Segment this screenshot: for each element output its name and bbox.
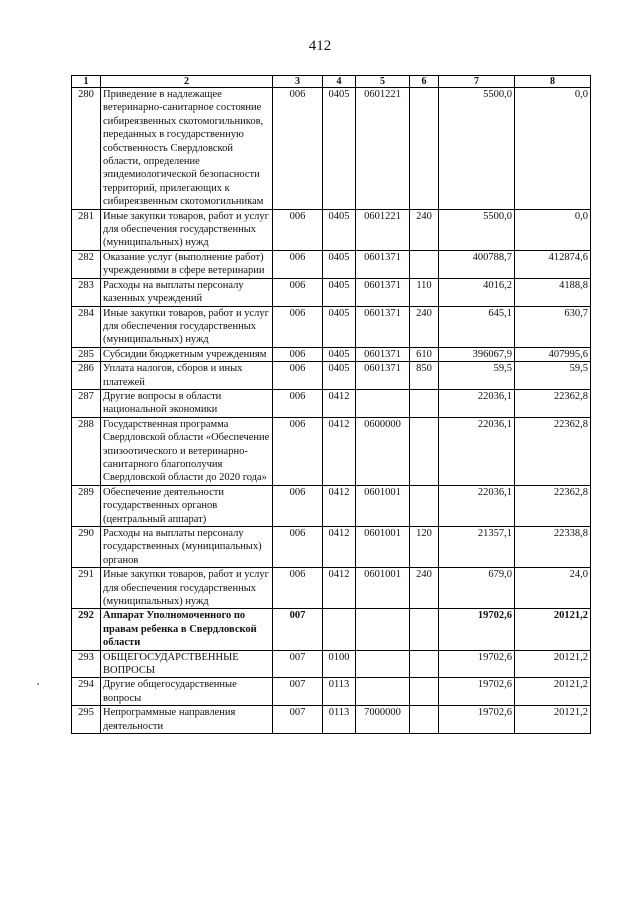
expense-name: Оказание услуг (выполнение работ) учреждениями в сфере ветеринарии [101,250,273,278]
expense-type-code: 850 [410,362,439,390]
row-number: 283 [72,278,101,306]
column-header: 5 [356,76,410,88]
table-row [72,650,591,678]
expense-type-code: 120 [410,527,439,568]
amount-column-7: 19702,6 [439,650,515,678]
row-number: 280 [72,88,101,210]
table-row [72,209,591,250]
column-header: 6 [410,76,439,88]
section-code: 0405 [323,362,356,390]
table-row [72,347,591,361]
ministry-code: 007 [273,650,323,678]
expense-name: Приведение в надлежащее ветеринарно-санитарное состояние сибиреязвенных скотомогильников, переданных в государственную собственность Свердловской области, определение эпидемиологической безопасности территорий, прилегающих к сибиреязвенным скотомогильникам [101,88,273,210]
amount-column-7: 5500,0 [439,88,515,210]
expense-name: Иные закупки товаров, работ и услуг для обеспечения государственных (муниципальных) нужд [101,209,273,250]
row-number: 291 [72,568,101,609]
table-row [72,250,591,278]
amount-column-8: 22362,8 [515,389,591,417]
amount-column-8: 24,0 [515,568,591,609]
expense-name: Иные закупки товаров, работ и услуг для обеспечения государственных (муниципальных) нужд [101,568,273,609]
target-article-code [356,609,410,650]
table-row [72,278,591,306]
section-code: 0412 [323,389,356,417]
row-number: 281 [72,209,101,250]
amount-column-7: 396067,9 [439,347,515,361]
expense-type-code: 240 [410,306,439,347]
target-article-code [356,650,410,678]
section-code: 0405 [323,250,356,278]
table-row [72,568,591,609]
ministry-code: 006 [273,306,323,347]
section-code: 0412 [323,485,356,526]
expense-name: Аппарат Уполномоченного по правам ребенка в Свердловской области [101,609,273,650]
amount-column-7: 22036,1 [439,389,515,417]
target-article-code: 0601371 [356,362,410,390]
amount-column-7: 679,0 [439,568,515,609]
table-row [72,706,591,734]
expense-type-code [410,650,439,678]
section-code: 0405 [323,88,356,210]
amount-column-8: 630,7 [515,306,591,347]
amount-column-8: 20121,2 [515,650,591,678]
target-article-code: 7000000 [356,706,410,734]
table-body [72,88,591,734]
row-number: 292 [72,609,101,650]
ministry-code: 006 [273,250,323,278]
amount-column-7: 22036,1 [439,417,515,485]
table-row [72,485,591,526]
row-number: 286 [72,362,101,390]
ministry-code: 006 [273,209,323,250]
target-article-code [356,678,410,706]
ministry-code: 007 [273,609,323,650]
expense-name: Государственная программа Свердловской области «Обеспечение эпизоотического и ветеринарно-санитарного благополучия Свердловской области до 2020 года» [101,417,273,485]
scan-speck [37,683,39,685]
table-row [72,527,591,568]
target-article-code: 0601221 [356,209,410,250]
ministry-code: 006 [273,417,323,485]
amount-column-8: 0,0 [515,88,591,210]
ministry-code: 006 [273,485,323,526]
table-row [72,417,591,485]
target-article-code [356,389,410,417]
row-number: 294 [72,678,101,706]
expense-type-code [410,678,439,706]
amount-column-8: 4188,8 [515,278,591,306]
section-code: 0113 [323,706,356,734]
amount-column-7: 5500,0 [439,209,515,250]
column-header: 8 [515,76,591,88]
expense-type-code [410,609,439,650]
target-article-code: 0601221 [356,88,410,210]
row-number: 287 [72,389,101,417]
table-row [72,88,591,210]
amount-column-8: 407995,6 [515,347,591,361]
section-code: 0113 [323,678,356,706]
ministry-code: 006 [273,278,323,306]
expense-name: Расходы на выплаты персоналу казенных учреждений [101,278,273,306]
target-article-code: 0601371 [356,278,410,306]
target-article-code: 0601371 [356,347,410,361]
ministry-code: 006 [273,568,323,609]
expense-name: Субсидии бюджетным учреждениям [101,347,273,361]
amount-column-7: 22036,1 [439,485,515,526]
section-code: 0405 [323,209,356,250]
expense-name: ОБЩЕГОСУДАРСТВЕННЫЕ ВОПРОСЫ [101,650,273,678]
amount-column-8: 59,5 [515,362,591,390]
section-code: 0412 [323,417,356,485]
target-article-code: 0601001 [356,485,410,526]
section-code: 0100 [323,650,356,678]
page-number: 412 [308,38,332,54]
expense-type-code: 610 [410,347,439,361]
expense-name: Другие вопросы в области национальной экономики [101,389,273,417]
row-number: 290 [72,527,101,568]
ministry-code: 007 [273,678,323,706]
expense-name: Расходы на выплаты персоналу государственных (муниципальных) органов [101,527,273,568]
row-number: 288 [72,417,101,485]
expense-type-code [410,485,439,526]
column-header: 7 [439,76,515,88]
target-article-code: 0601001 [356,527,410,568]
row-number: 295 [72,706,101,734]
amount-column-8: 20121,2 [515,706,591,734]
target-article-code: 0600000 [356,417,410,485]
amount-column-8: 0,0 [515,209,591,250]
amount-column-7: 645,1 [439,306,515,347]
target-article-code: 0601371 [356,306,410,347]
amount-column-8: 412874,6 [515,250,591,278]
budget-table [71,75,591,734]
section-code: 0405 [323,306,356,347]
expense-name: Уплата налогов, сборов и иных платежей [101,362,273,390]
amount-column-7: 400788,7 [439,250,515,278]
amount-column-8: 20121,2 [515,609,591,650]
expense-type-code [410,88,439,210]
expense-type-code [410,706,439,734]
expense-name: Обеспечение деятельности государственных органов (центральный аппарат) [101,485,273,526]
target-article-code: 0601001 [356,568,410,609]
ministry-code: 006 [273,389,323,417]
section-code [323,609,356,650]
row-number: 293 [72,650,101,678]
section-code: 0405 [323,278,356,306]
row-number: 284 [72,306,101,347]
table-row [72,678,591,706]
section-code: 0405 [323,347,356,361]
amount-column-7: 4016,2 [439,278,515,306]
column-header: 4 [323,76,356,88]
column-header: 2 [101,76,273,88]
table-row [72,306,591,347]
expense-name: Непрограммные направления деятельности [101,706,273,734]
column-header: 3 [273,76,323,88]
expense-name: Другие общегосударственные вопросы [101,678,273,706]
ministry-code: 006 [273,362,323,390]
amount-column-7: 19702,6 [439,678,515,706]
expense-type-code [410,250,439,278]
expense-type-code [410,389,439,417]
expense-type-code: 110 [410,278,439,306]
amount-column-7: 19702,6 [439,609,515,650]
ministry-code: 007 [273,706,323,734]
row-number: 285 [72,347,101,361]
amount-column-7: 21357,1 [439,527,515,568]
section-code: 0412 [323,527,356,568]
row-number: 282 [72,250,101,278]
table-row [72,389,591,417]
section-code: 0412 [323,568,356,609]
amount-column-8: 20121,2 [515,678,591,706]
table-row [72,609,591,650]
table-row [72,362,591,390]
expense-type-code: 240 [410,568,439,609]
ministry-code: 006 [273,527,323,568]
row-number: 289 [72,485,101,526]
ministry-code: 006 [273,88,323,210]
column-header: 1 [72,76,101,88]
target-article-code: 0601371 [356,250,410,278]
amount-column-8: 22362,8 [515,417,591,485]
ministry-code: 006 [273,347,323,361]
expense-name: Иные закупки товаров, работ и услуг для обеспечения государственных (муниципальных) нужд [101,306,273,347]
expense-type-code [410,417,439,485]
expense-type-code: 240 [410,209,439,250]
amount-column-7: 59,5 [439,362,515,390]
amount-column-7: 19702,6 [439,706,515,734]
amount-column-8: 22362,8 [515,485,591,526]
header-row [72,76,591,88]
amount-column-8: 22338,8 [515,527,591,568]
